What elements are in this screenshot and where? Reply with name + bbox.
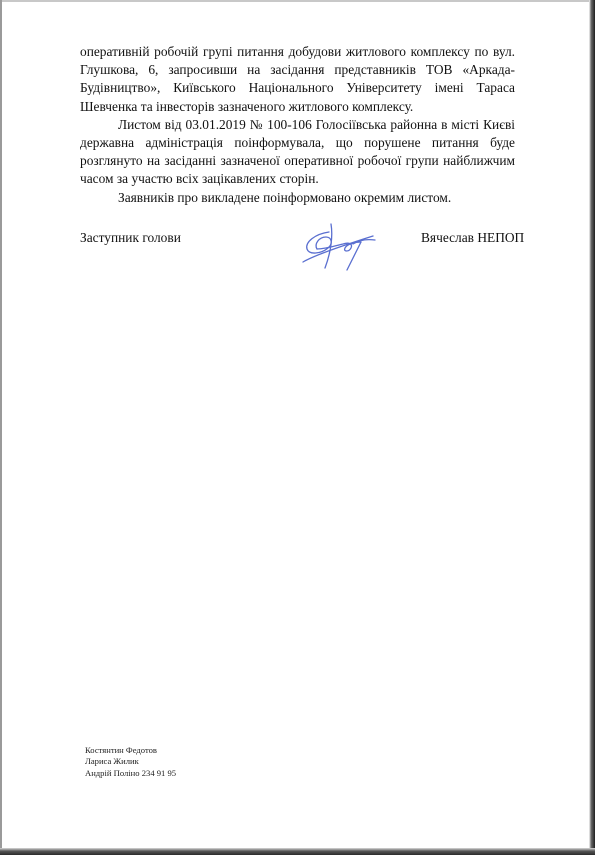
paragraph-district-letter — [80, 116, 515, 189]
executor-line: Лариса Жилик — [85, 756, 139, 767]
executors-list — [85, 745, 176, 779]
text-line: та інвесторів зазначеного житлового комплексу. — [140, 98, 414, 114]
text-line: Листом від 03.01.2019 № 100-106 Голосіївська районна в місті Києві — [118, 116, 515, 132]
letter-body — [80, 43, 515, 207]
text-line: оперативній робочій групі питання добудови житлового комплексу по — [80, 44, 489, 59]
text-line: на засіданні зазначеної оперативної робочої групи найближчим часом за участю — [80, 153, 515, 187]
executor-line: Андрій Поліно 234 91 95 — [85, 767, 177, 778]
text-line: державна адміністрація поінформувала, що порушене питання буде розглянуто — [80, 135, 515, 169]
executor-line: Костянтин Федотов — [85, 745, 157, 755]
text-line: Заявників про викладене поінформовано окремим листом. — [118, 189, 452, 205]
scan-edge-left — [0, 0, 2, 855]
scan-edge-top — [0, 0, 595, 2]
text-line: вул. Глушкова, 6, запросивши на засідання представників ТОВ «Аркада- — [80, 44, 515, 78]
signatory-position: Заступник голови — [80, 230, 181, 245]
signatory-name: Вячеслав НЕПОП — [421, 230, 525, 245]
text-line: всіх зацікавлених сторін. — [176, 171, 319, 187]
paragraph-applicants-informed — [80, 189, 515, 207]
paragraph-working-group — [80, 43, 515, 116]
scan-edge-right — [589, 0, 595, 855]
scan-edge-bottom — [0, 848, 595, 855]
handwritten-signature — [295, 218, 380, 276]
text-line: Будівництво», Київського Національного Університету імені Тараса Шевченка — [80, 80, 515, 114]
